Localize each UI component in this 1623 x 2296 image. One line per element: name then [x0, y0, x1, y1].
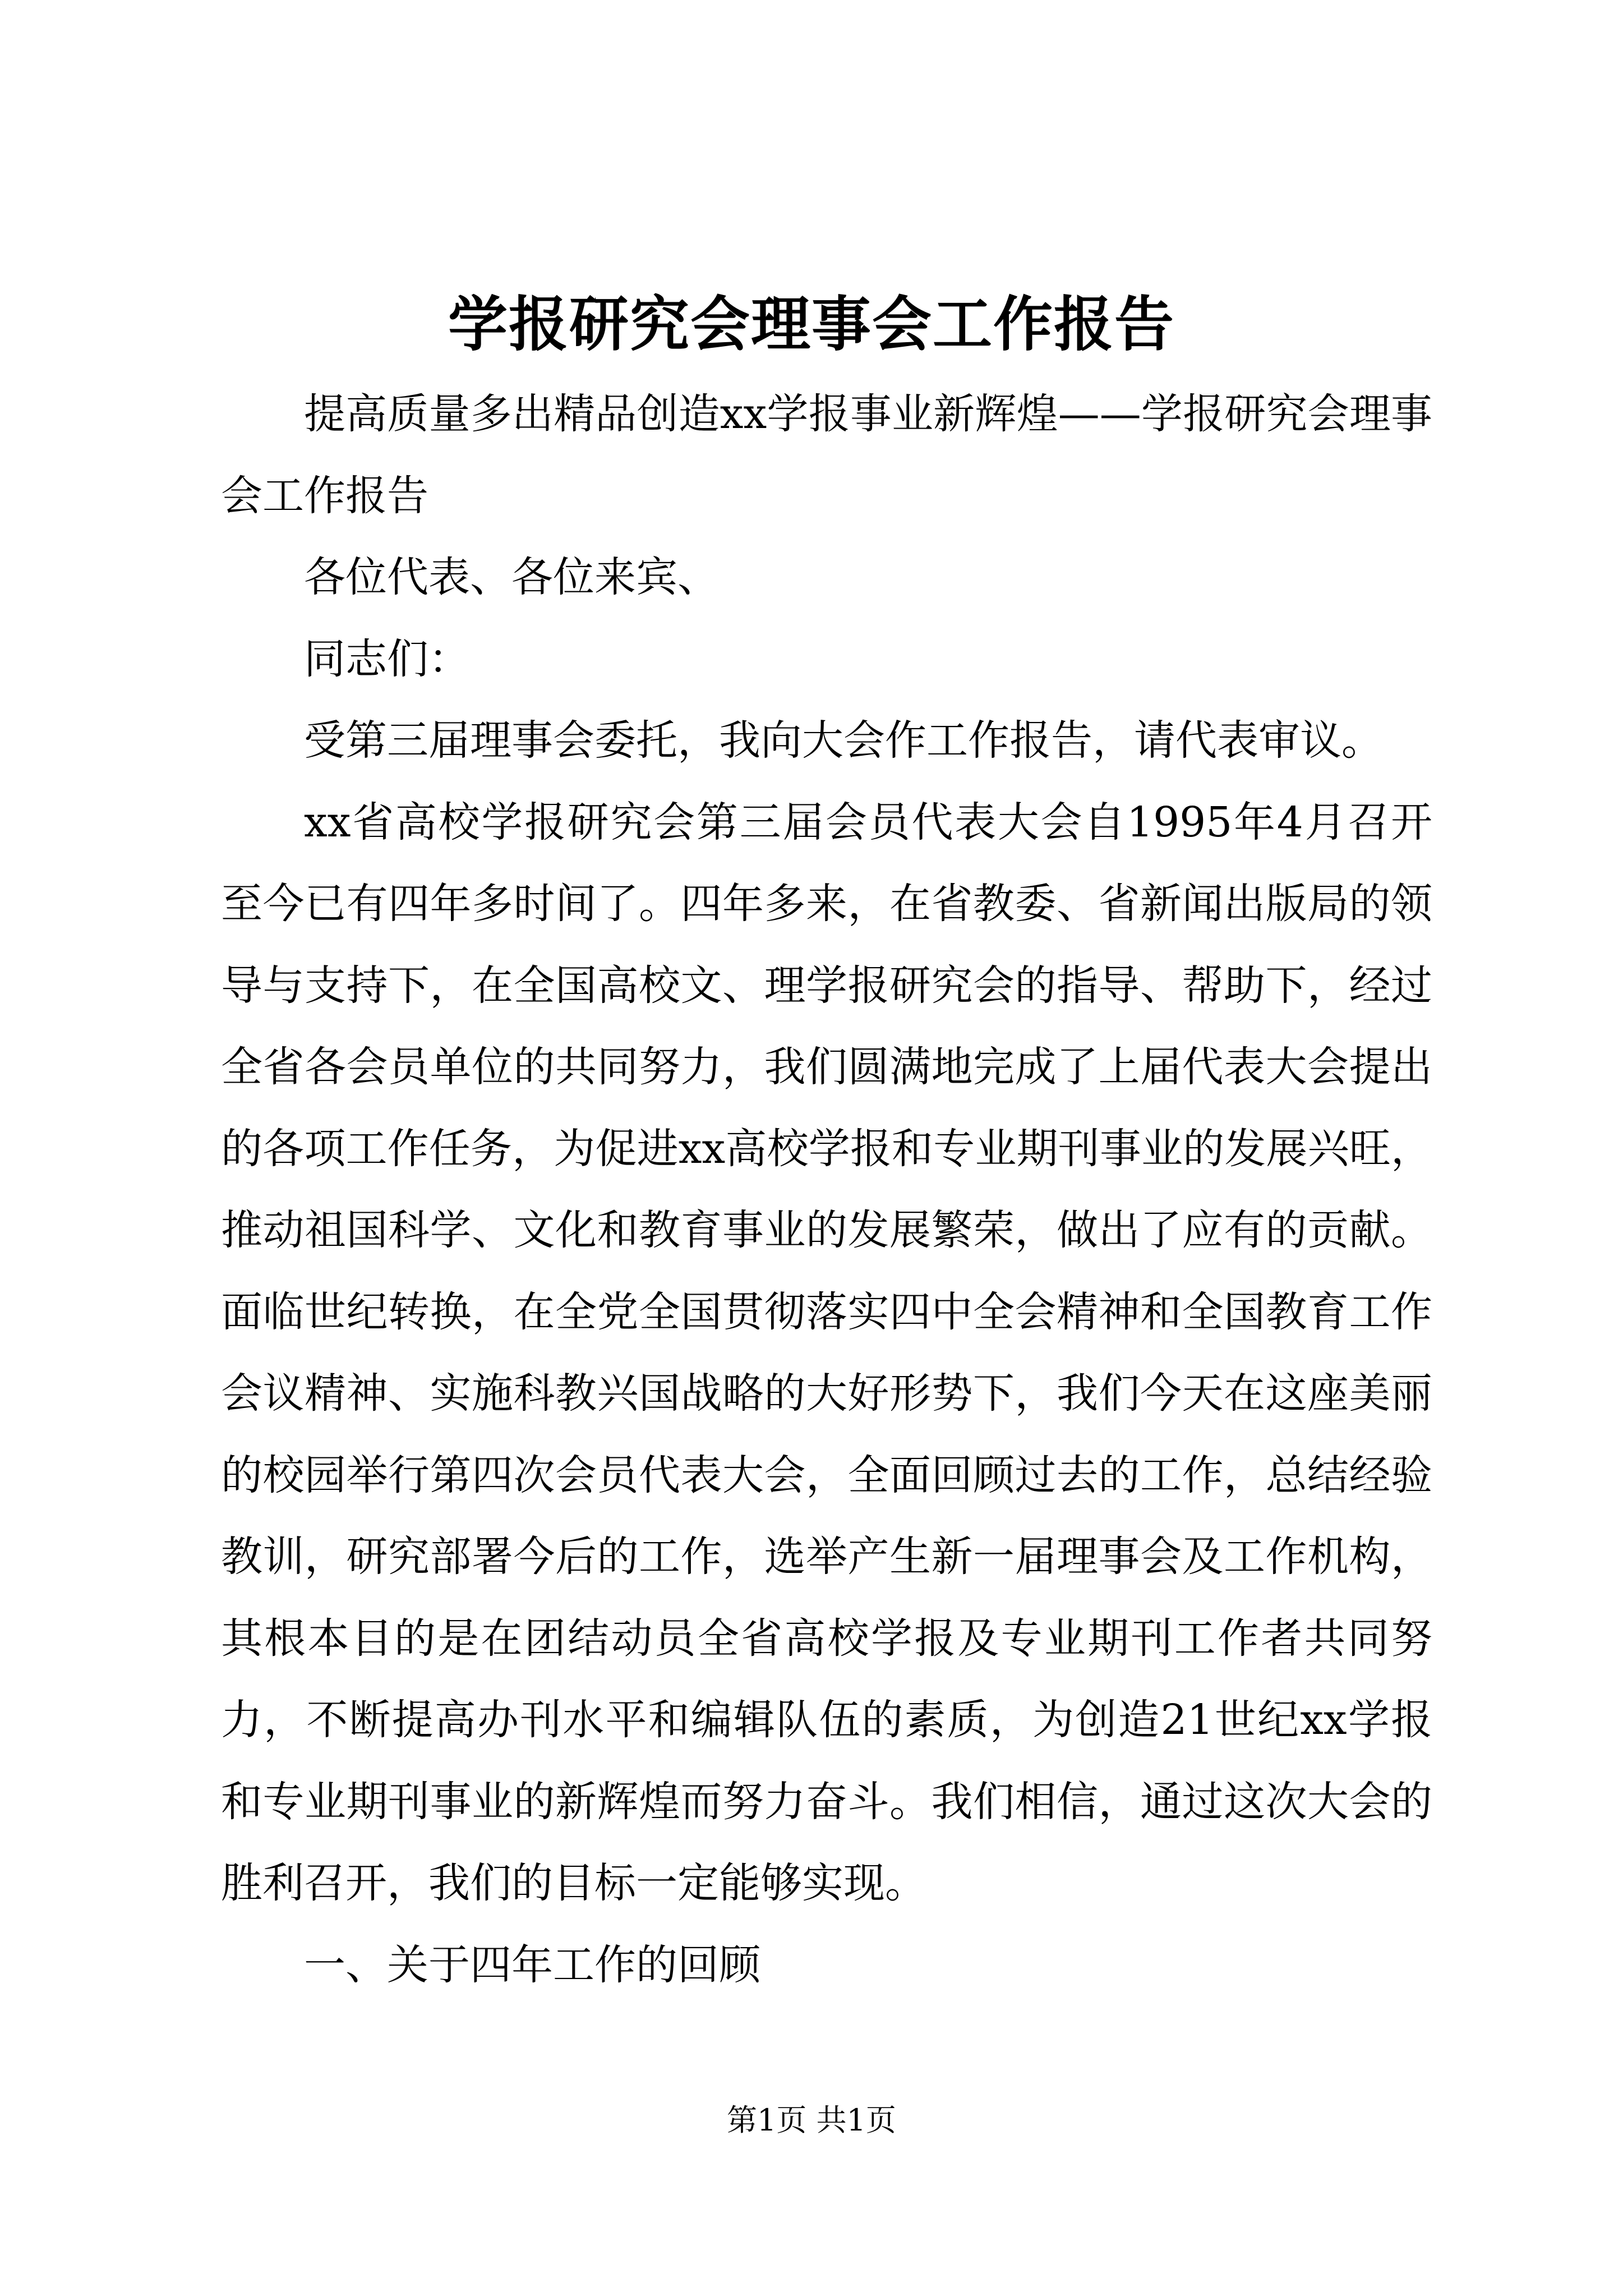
- salutation-line-2: 同志们：: [304, 634, 470, 683]
- subtitle-paragraph: 提高质量多出精品创造xx学报事业新辉煌——学报研究会理事会工作报告: [221, 390, 1432, 520]
- page-footer: 第1页 共1页: [727, 2102, 896, 2138]
- intro-paragraph: 受第三届理事会委托，我向大会作工作报告，请代表审议。: [304, 716, 1383, 765]
- document-title: 学报研究会理事会工作报告: [448, 289, 1175, 359]
- document-body: [221, 374, 1432, 2006]
- body-paragraph: xx省高校学报研究会第三届会员代表大会自1995年4月召开至今已有四年多时间了。四年多来，在省教委、省新闻出版局的领导与支持下，在全国高校文、理学报研究会的指导、帮助下，经过全省各会员单位的共同努力，我们圆满地完成了上届代表大会提出的各项工作任务，为促进xx高校学报和专业期刊事业的发展兴旺，推动祖国科学、文化和教育事业的发展繁荣，做出了应有的贡献。面临世纪转换，在全党全国贯彻落实四中全会精神和全国教育工作会议精神、实施科教兴国战略的大好形势下，我们今天在这座美丽的校园举行第四次会员代表大会，全面回顾过去的工作，总结经验教训，研究部署今后的工作，选举产生新一届理事会及工作机构，其根本目的是在团结动员全省高校学报及专业期刊工作者共同努力，不断提高办刊水平和编辑队伍的素质，为创造21世纪xx学报和专业期刊事业的新辉煌而努力奋斗。我们相信，通过这次大会的胜利召开，我们的目标一定能够实现。: [221, 798, 1432, 1907]
- section-heading: 一、关于四年工作的回顾: [304, 1940, 760, 1989]
- salutation-line-1: 各位代表、各位来宾、: [304, 553, 719, 601]
